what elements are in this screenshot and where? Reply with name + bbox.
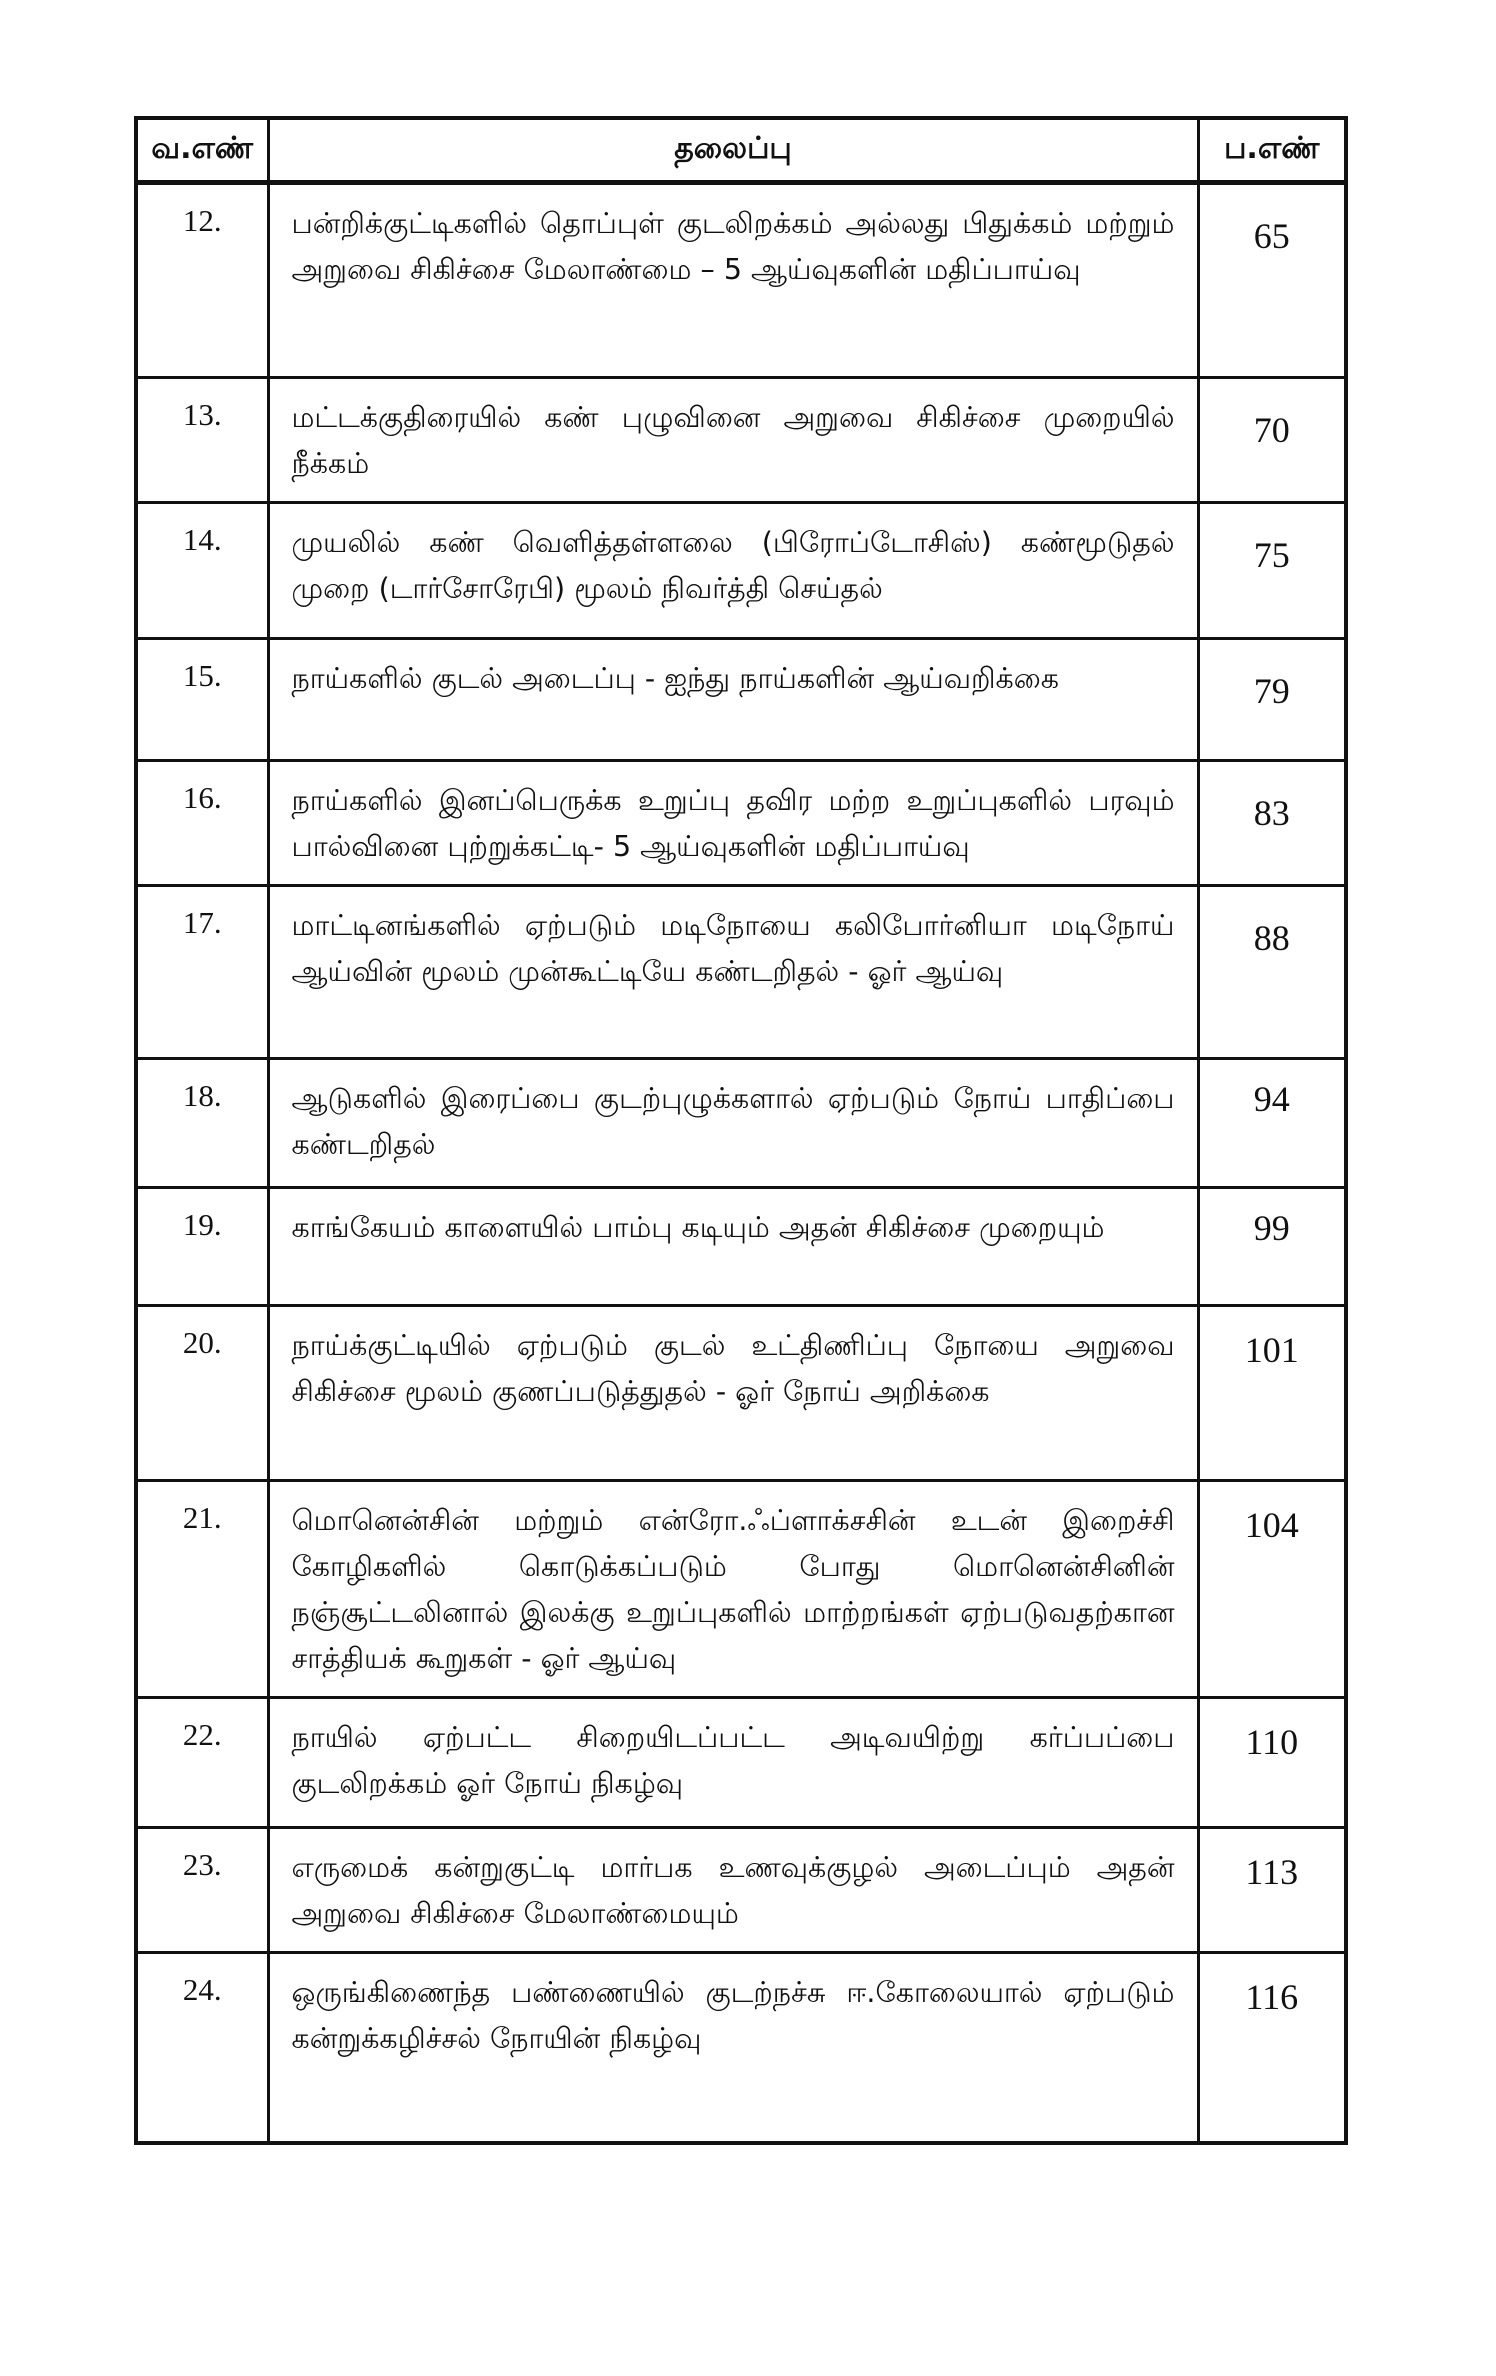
article-title: ஆடுகளில் இரைப்பை குடற்புழுக்களால் ஏற்படும் நோய் பாதிப்பை கண்டறிதல் [268,1059,1198,1188]
page-number: 113 [1198,1828,1346,1953]
article-title: ஒருங்கிணைந்த பண்ணையில் குடற்நச்சு ஈ.கோலையால் ஏற்படும் கன்றுக்கழிச்சல் நோயின் நிகழ்வு [268,1953,1198,2143]
article-title: மட்டக்குதிரையில் கண் புழுவினை அறுவை சிகிச்சை முறையில் நீக்கம் [268,378,1198,503]
serial-number: 18. [136,1059,268,1188]
page-number: 79 [1198,639,1346,761]
page-number: 94 [1198,1059,1346,1188]
table-row [136,1828,1346,1953]
contents-table [134,116,1348,2145]
page-number: 75 [1198,503,1346,639]
serial-number: 12. [136,183,268,378]
page-number: 104 [1198,1481,1346,1698]
article-title: பன்றிக்குட்டிகளில் தொப்புள் குடலிறக்கம் அல்லது பிதுக்கம் மற்றும் அறுவை சிகிச்சை மேலாண்மை – 5 ஆய்வுகளின் மதிப்பாய்வு [268,183,1198,378]
page-number-header: ப.எண் [1198,118,1346,183]
serial-number: 17. [136,886,268,1059]
serial-number: 23. [136,1828,268,1953]
table-row [136,503,1346,639]
serial-number: 19. [136,1188,268,1306]
article-title: நாய்களில் இனப்பெருக்க உறுப்பு தவிர மற்ற உறுப்புகளில் பரவும் பால்வினை புற்றுக்கட்டி- 5 ஆய்வுகளின் மதிப்பாய்வு [268,761,1198,886]
serial-number: 24. [136,1953,268,2143]
serial-number: 21. [136,1481,268,1698]
table-row [136,183,1346,378]
article-title: நாய்க்குட்டியில் ஏற்படும் குடல் உட்திணிப்பு நோயை அறுவை சிகிச்சை மூலம் குணப்படுத்துதல் - ஓர் நோய் அறிக்கை [268,1306,1198,1481]
serial-number: 15. [136,639,268,761]
page-number: 70 [1198,378,1346,503]
table-row [136,761,1346,886]
article-title: மாட்டினங்களில் ஏற்படும் மடிநோயை கலிபோர்னியா மடிநோய் ஆய்வின் மூலம் முன்கூட்டியே கண்டறிதல் - ஓர் ஆய்வு [268,886,1198,1059]
table-row [136,1188,1346,1306]
serial-number-header: வ.எண் [136,118,268,183]
table-header-row [136,118,1346,183]
serial-number: 13. [136,378,268,503]
article-title: எருமைக் கன்றுகுட்டி மார்பக உணவுக்குழல் அடைப்பும் அதன் அறுவை சிகிச்சை மேலாண்மையும் [268,1828,1198,1953]
table-row [136,1953,1346,2143]
article-title: மொனென்சின் மற்றும் என்ரோ.ஃப்ளாக்சசின் உடன் இறைச்சி கோழிகளில் கொடுக்கப்படும் போது மொனென்சினின் நஞ்சூட்டலினால் இலக்கு உறுப்புகளில் மாற்றங்கள் ஏற்படுவதற்கான சாத்தியக் கூறுகள் - ஓர் ஆய்வு [268,1481,1198,1698]
serial-number: 16. [136,761,268,886]
table-row [136,1059,1346,1188]
serial-number: 20. [136,1306,268,1481]
page-number: 88 [1198,886,1346,1059]
page-number: 99 [1198,1188,1346,1306]
table-row [136,378,1346,503]
title-header: தலைப்பு [268,118,1198,183]
page-number: 110 [1198,1698,1346,1828]
table-row [136,1698,1346,1828]
page-number: 83 [1198,761,1346,886]
table-row [136,1306,1346,1481]
page-number: 116 [1198,1953,1346,2143]
page-number: 65 [1198,183,1346,378]
serial-number: 14. [136,503,268,639]
table-row [136,886,1346,1059]
serial-number: 22. [136,1698,268,1828]
article-title: காங்கேயம் காளையில் பாம்பு கடியும் அதன் சிகிச்சை முறையும் [268,1188,1198,1306]
article-title: நாய்களில் குடல் அடைப்பு - ஐந்து நாய்களின் ஆய்வறிக்கை [268,639,1198,761]
article-title: நாயில் ஏற்பட்ட சிறையிடப்பட்ட அடிவயிற்று கர்ப்பப்பை குடலிறக்கம் ஓர் நோய் நிகழ்வு [268,1698,1198,1828]
table-row [136,639,1346,761]
article-title: முயலில் கண் வெளித்தள்ளலை (பிரோப்டோசிஸ்) கண்மூடுதல் முறை (டார்சோரேபி) மூலம் நிவர்த்தி செய்தல் [268,503,1198,639]
table-row [136,1481,1346,1698]
page-number: 101 [1198,1306,1346,1481]
